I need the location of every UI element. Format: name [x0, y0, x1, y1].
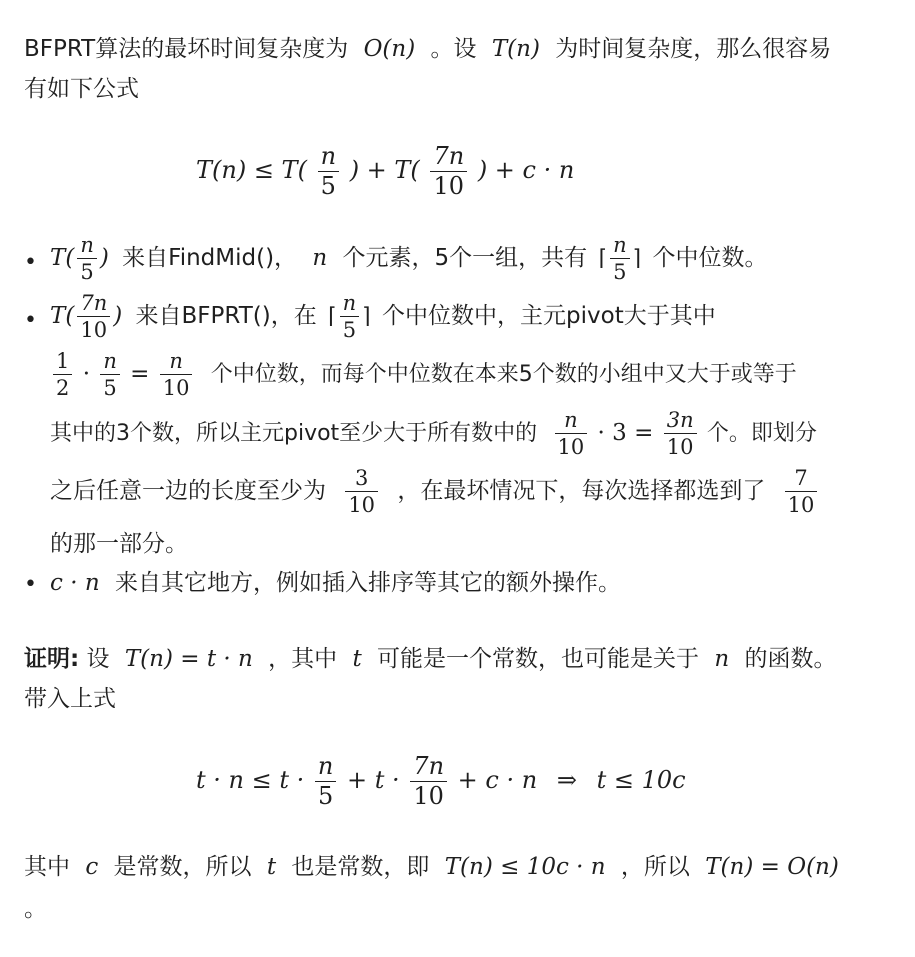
big-o-expression: O(n)	[363, 36, 416, 62]
proof-text: 带入上式	[24, 686, 116, 712]
variable-t: t	[352, 646, 362, 672]
intro-text: 。设	[430, 36, 477, 62]
fraction-7n-over-10	[77, 292, 110, 341]
bullet-dot: •	[24, 308, 37, 333]
numerator: n	[315, 754, 336, 782]
conclusion-text: 其中	[24, 854, 70, 880]
formula-text: + c · n	[457, 766, 538, 795]
numerator: 7	[785, 467, 818, 492]
bullet-2-line-3	[50, 409, 817, 458]
numerator: 7n	[430, 144, 467, 172]
denominator: 10	[413, 782, 444, 811]
bullet-text: 来自FindMid()，	[122, 245, 298, 272]
fraction-3-over-10	[345, 467, 378, 516]
fraction-n-over-5	[315, 754, 336, 809]
denominator: 10	[666, 435, 694, 460]
result-expression: T(n) = O(n)	[705, 854, 839, 880]
substitution-formula	[196, 754, 686, 809]
variable-c: c	[85, 854, 99, 880]
term-suffix: )	[99, 245, 109, 272]
term-suffix: )	[113, 303, 123, 330]
variable-n: n	[714, 646, 730, 672]
conclusion-text: ，所以	[620, 854, 690, 880]
fraction-7n-over-10	[430, 144, 467, 199]
intro-text: BFPRT算法的最坏时间复杂度为	[24, 36, 349, 62]
proof-label: 证明:	[24, 646, 80, 672]
ceil-left-bracket: ⌈	[328, 304, 337, 330]
fraction-n-over-10	[555, 409, 588, 458]
numerator: 7n	[77, 292, 110, 317]
fraction-3n-over-10	[664, 409, 697, 458]
numerator: 7n	[410, 754, 447, 782]
proof-line-1	[24, 648, 836, 671]
bullet-text: 来自其它地方，例如插入排序等其它的额外操作。	[114, 570, 621, 596]
bullet-text: 个。即划分	[706, 421, 817, 447]
numerator: 3n	[664, 409, 697, 434]
implies-arrow: ⇒	[556, 766, 577, 795]
numerator: n	[340, 292, 360, 317]
bullet-text: 来自BFPRT()，在	[135, 303, 317, 330]
intro-text: 为时间复杂度，那么很容易	[555, 36, 832, 62]
denominator: 10	[80, 318, 108, 343]
conclusion-text: 是常数，所以	[113, 854, 252, 880]
bullet-dot: •	[24, 250, 37, 275]
bullet-2-line-4	[50, 467, 820, 516]
recurrence-formula	[196, 144, 574, 199]
assumption-expression: T(n) = t · n	[124, 646, 253, 672]
formula-text: T(n) ≤ T(	[196, 156, 307, 185]
tn-expression: T(n)	[491, 36, 540, 62]
bullet-text: 个中位数，而每个中位数在本来5个数的小组中又大于或等于	[210, 362, 797, 388]
fraction-n-over-5	[340, 292, 360, 341]
fraction-n-over-5	[610, 234, 630, 283]
bullet-text: 的那一部分。	[50, 531, 188, 557]
bullet-text: ，在最坏情况下，每次选择都选到了	[397, 478, 766, 505]
denominator: 2	[56, 376, 70, 401]
bullet-3	[50, 572, 621, 595]
numerator: n	[555, 409, 588, 434]
proof-text: 设	[86, 646, 110, 672]
fraction-7n-over-10	[410, 754, 447, 809]
conclusion-text: 。	[24, 896, 47, 922]
numerator: n	[100, 350, 120, 375]
proof-text: 的函数。	[744, 646, 837, 672]
bullet-2-line-1	[50, 292, 716, 341]
bullet-2-line-5	[50, 533, 188, 556]
numerator: n	[610, 234, 630, 259]
proof-text: 可能是一个常数，也可能是关于	[377, 646, 699, 672]
denominator: 10	[557, 435, 585, 460]
c-times-n: c · n	[50, 570, 100, 596]
intro-line-2	[24, 78, 139, 101]
times-3-equals: · 3 =	[597, 420, 654, 447]
denominator: 5	[613, 260, 627, 285]
denominator: 5	[320, 172, 336, 201]
bullet-text: 个中位数。	[652, 245, 768, 272]
variable-n: n	[312, 245, 328, 272]
bullet-text: 个元素，5个一组，共有	[342, 245, 588, 272]
conclusion-text: 也是常数，即	[291, 854, 430, 880]
bullet-text: 个中位数中，主元pivot大于其中	[382, 303, 716, 330]
ceil-right-bracket: ⌉	[632, 246, 642, 272]
dot-operator: ·	[82, 361, 90, 388]
inequality-expression: T(n) ≤ 10c · n	[444, 854, 606, 880]
numerator: 3	[345, 467, 378, 492]
conclusion-line-2	[24, 898, 47, 921]
formula-text: + t ·	[347, 766, 400, 795]
fraction-7-over-10	[785, 467, 818, 516]
numerator: n	[77, 234, 97, 259]
numerator: n	[318, 144, 339, 172]
denominator: 10	[162, 376, 190, 401]
ceil-left-bracket: ⌈	[598, 246, 608, 272]
denominator: 10	[433, 172, 465, 201]
fraction-n-over-10	[160, 350, 193, 399]
bullet-text: 之后任意一边的长度至少为	[50, 478, 326, 505]
denominator: 5	[103, 376, 117, 401]
fraction-n-over-5	[77, 234, 97, 283]
fraction-n-over-5	[318, 144, 339, 199]
equals-sign: =	[130, 361, 150, 388]
bullet-dot: •	[24, 572, 37, 597]
intro-text: 有如下公式	[24, 76, 139, 102]
numerator: n	[160, 350, 193, 375]
denominator: 10	[787, 493, 815, 518]
numerator: 1	[53, 350, 72, 375]
term-prefix: T(	[50, 245, 75, 272]
bullet-1	[50, 234, 768, 283]
denominator: 5	[342, 318, 357, 343]
ceil-right-bracket: ⌉	[362, 304, 371, 330]
bullet-text: 其中的3个数，所以主元pivot至少大于所有数中的	[50, 421, 538, 447]
fraction-1-over-2	[53, 350, 72, 399]
bullet-2-line-2	[50, 350, 797, 399]
conclusion-line-1	[24, 856, 839, 879]
denominator: 5	[318, 782, 334, 811]
formula-result: t ≤ 10c	[596, 766, 686, 795]
term-prefix: T(	[50, 303, 75, 330]
formula-text: ) + c · n	[477, 156, 575, 185]
proof-text: ，其中	[268, 646, 338, 672]
denominator: 10	[348, 493, 376, 518]
denominator: 5	[80, 260, 94, 285]
formula-text: ) + T(	[349, 156, 420, 185]
intro-line-1	[24, 38, 831, 61]
fraction-n-over-5	[100, 350, 120, 399]
variable-t: t	[266, 854, 277, 880]
proof-line-2	[24, 688, 116, 711]
formula-text: t · n ≤ t ·	[196, 766, 305, 795]
